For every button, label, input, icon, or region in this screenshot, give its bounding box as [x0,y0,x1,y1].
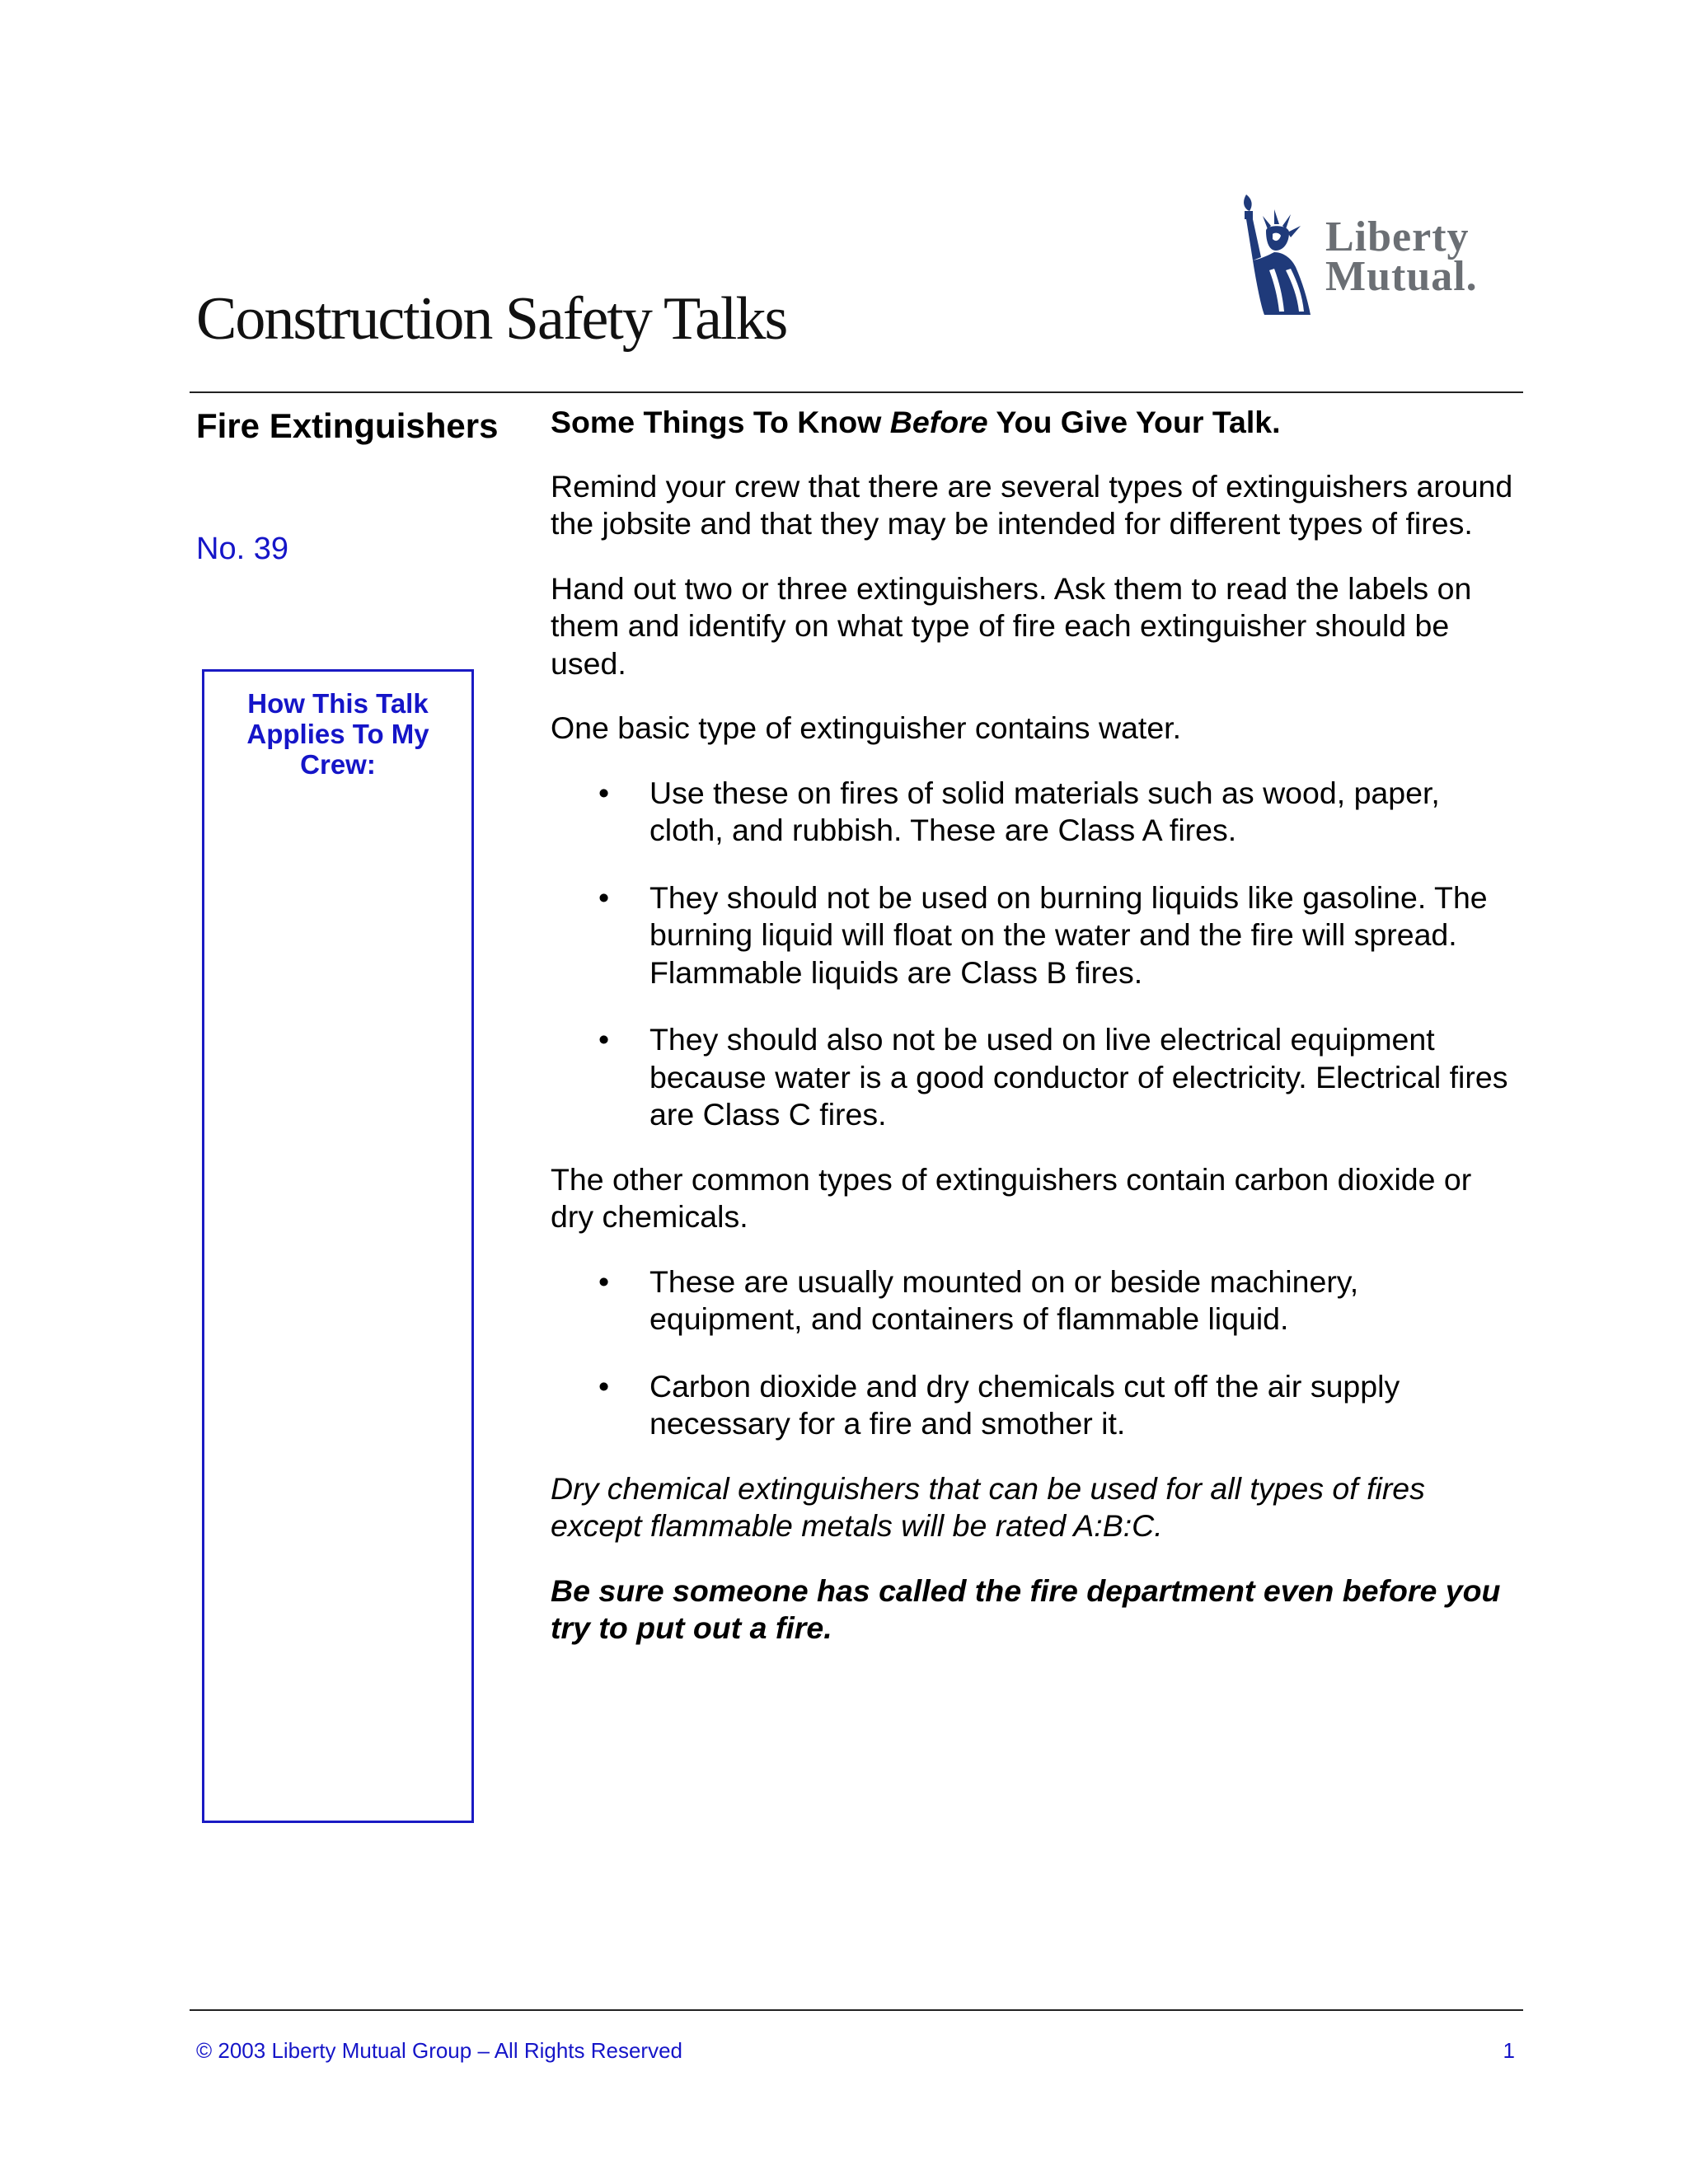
logo-wordmark: Liberty Mutual. [1325,213,1478,300]
document-title: Construction Safety Talks [196,285,787,353]
list-item: • Carbon dioxide and dry chemicals cut off the air supply necessary for a fire and smother it. [551,1368,1515,1443]
fire-department-warning: Be sure someone has called the fire department even before you try to put out a fire. [551,1572,1501,1645]
talk-content [551,404,1515,1675]
rating-note: Dry chemical extinguishers that can be used for all types of fires except flammable metals will be rated A:B:C. [551,1470,1425,1543]
statue-of-liberty-icon [1228,191,1325,315]
section-heading: Some Things To Know Before You Give Your Talk. [551,405,1281,439]
talk-number: No. 39 [196,532,288,566]
talk-title: Fire Extinguishers [196,406,499,445]
header-divider [190,391,1523,393]
list-item: • Use these on fires of solid materials such as wood, paper, cloth, and rubbish. These are Class A fires. [551,775,1515,850]
co2-dry-chemical-list [551,1263,1515,1443]
crew-box-label: How This Talk Applies To My Crew: [246,688,429,780]
list-item: • They should also not be used on live electrical equipment because water is a good conductor of electricity. Electrical fires are Class C fires. [551,1021,1515,1134]
list-item: • These are usually mounted on or beside machinery, equipment, and containers of flammable liquid. [551,1263,1515,1338]
water-extinguisher-list [551,775,1515,1134]
crew-notes-box[interactable] [202,669,474,1823]
paragraph: The other common types of extinguishers contain carbon dioxide or dry chemicals. [551,1161,1472,1234]
paragraph: One basic type of extinguisher contains water. [551,710,1182,745]
list-item: • They should not be used on burning liquids like gasoline. The burning liquid will float on the water and the fire will spread. Flammable liquids are Class B fires. [551,879,1515,992]
footer-divider [190,2009,1523,2011]
paragraph: Remind your crew that there are several types of extinguishers around the jobsite and that they may be intended for different types of fires. [551,468,1513,541]
paragraph: Hand out two or three extinguishers. Ask them to read the labels on them and identify on what type of fire each extinguisher should be used. [551,570,1472,681]
copyright-notice: © 2003 Liberty Mutual Group – All Rights Reserved [196,2038,683,2063]
liberty-mutual-logo [1228,191,1492,315]
page-number: 1 [1503,2038,1515,2063]
